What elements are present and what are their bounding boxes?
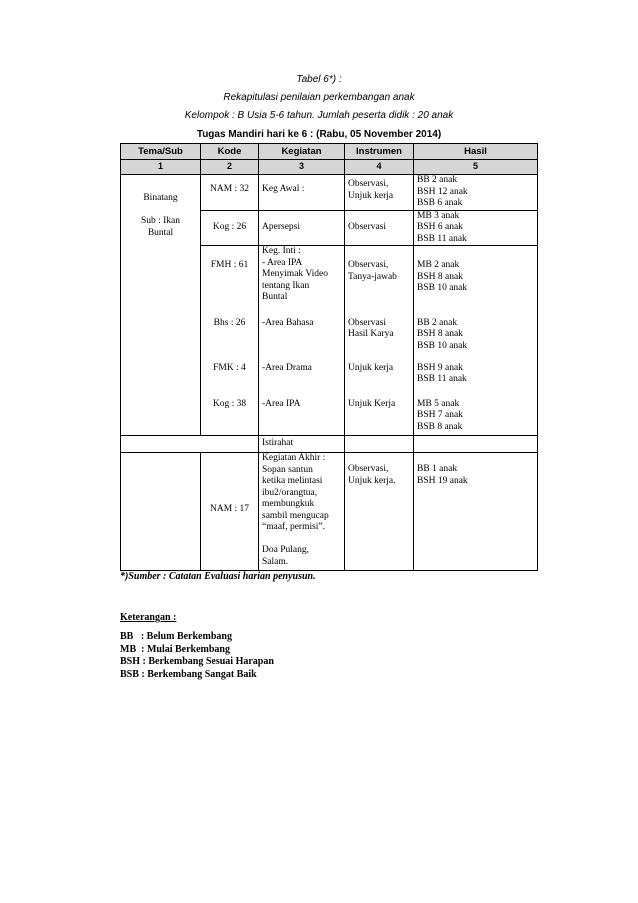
kegiatan-cell: Keg Awal : — [259, 175, 345, 211]
kode-cell: FMH : 61 — [201, 246, 259, 318]
legend-item: MB : Mulai Berkembang — [120, 643, 230, 655]
column-number-row — [121, 160, 538, 175]
kegiatan-cell: Apersepsi — [259, 210, 345, 246]
col-number: 2 — [201, 160, 259, 175]
kode-cell: NAM : 17 — [201, 453, 259, 571]
table-row — [121, 436, 538, 453]
table-caption: Tabel 6*) : — [296, 74, 342, 85]
kode-cell: FMK : 4 — [201, 363, 259, 399]
legend-title-text: Keterangan — [120, 612, 171, 623]
group-info: Kelompok : B Usia 5-6 tahun. Jumlah peserta didik : 20 anak — [184, 110, 454, 121]
empty-cell — [121, 436, 259, 453]
legend-item: BSH : Berkembang Sesuai Harapan — [120, 656, 274, 667]
empty-cell — [121, 453, 201, 571]
assessment-table — [120, 143, 538, 571]
instrumen-cell: Observasi — [345, 210, 414, 246]
kode-cell: Kog : 38 — [201, 399, 259, 436]
instrumen-cell: Observasi, Tanya-jawab — [345, 246, 414, 318]
col-header-instrumen: Instrumen — [345, 144, 414, 160]
col-header-kode: Kode — [201, 144, 259, 160]
hasil-cell: MB 2 anak BSH 8 anak BSB 10 anak — [414, 246, 538, 318]
kegiatan-cell: Keg. Inti : - Area IPA Menyimak Video tentang Ikan Buntal — [259, 246, 345, 318]
hasil-cell: BB 2 anak BSH 8 anak BSB 10 anak — [414, 318, 538, 363]
legend-item: BSB : Berkembang Sangat Baik — [120, 668, 257, 680]
kode-cell: Kog : 26 — [201, 210, 259, 246]
table-row — [121, 175, 538, 211]
hasil-cell: MB 5 anak BSH 7 anak BSB 8 anak — [414, 399, 538, 436]
empty-cell — [414, 436, 538, 453]
kegiatan-cell: -Area IPA — [259, 399, 345, 436]
instrumen-cell: Unjuk kerja — [345, 363, 414, 399]
instrumen-cell: Observasi Hasil Karya — [345, 318, 414, 363]
task-info: Tugas Mandiri hari ke 6 : (Rabu, 05 November 2014) — [196, 129, 442, 140]
col-header-tema: Tema/Sub — [121, 144, 201, 160]
legend-item: BB : Belum Berkembang — [120, 631, 232, 642]
hasil-cell: BSH 9 anak BSB 11 anak — [414, 363, 538, 399]
hasil-cell: BB 2 anak BSH 12 anak BSB 6 anak — [414, 175, 538, 211]
legend-title-colon: : — [170, 612, 177, 623]
col-number: 5 — [414, 160, 538, 175]
hasil-cell: MB 3 anak BSH 6 anak BSB 11 anak — [414, 210, 538, 246]
legend-title — [120, 612, 176, 625]
tema-text: Binatang Sub : Ikan Buntal — [140, 193, 181, 238]
table-header-row — [121, 144, 538, 160]
kegiatan-cell: -Area Bahasa — [259, 318, 345, 363]
kegiatan-cell: Istirahat — [259, 436, 345, 453]
kode-cell: NAM : 32 — [201, 175, 259, 211]
table-row — [121, 453, 538, 571]
empty-cell — [345, 436, 414, 453]
kegiatan-cell: Kegiatan Akhir : Sopan santun ketika melintasi ibu2/orangtua, membungkuk sambil mengucap “maaf, permisi”. Doa Pulang, Salam. — [259, 453, 345, 571]
instrumen-cell: Unjuk Kerja — [345, 399, 414, 436]
col-header-hasil: Hasil — [414, 144, 538, 160]
table-subtitle: Rekapitulasi penilaian perkembangan anak — [223, 92, 415, 103]
col-number: 3 — [259, 160, 345, 175]
source-footnote: *)Sumber : Catatan Evaluasi harian penyusun. — [120, 571, 316, 582]
instrumen-cell: Observasi, Unjuk kerja. — [345, 453, 414, 571]
hasil-cell: BB 1 anak BSH 19 anak — [414, 453, 538, 571]
col-number: 1 — [121, 160, 201, 175]
kegiatan-cell: -Area Drama — [259, 363, 345, 399]
col-number: 4 — [345, 160, 414, 175]
instrumen-cell: Observasi, Unjuk kerja — [345, 175, 414, 211]
kode-cell: Bhs : 26 — [201, 318, 259, 363]
tema-cell — [121, 175, 201, 436]
col-header-kegiatan: Kegiatan — [259, 144, 345, 160]
legend-list — [120, 631, 274, 681]
